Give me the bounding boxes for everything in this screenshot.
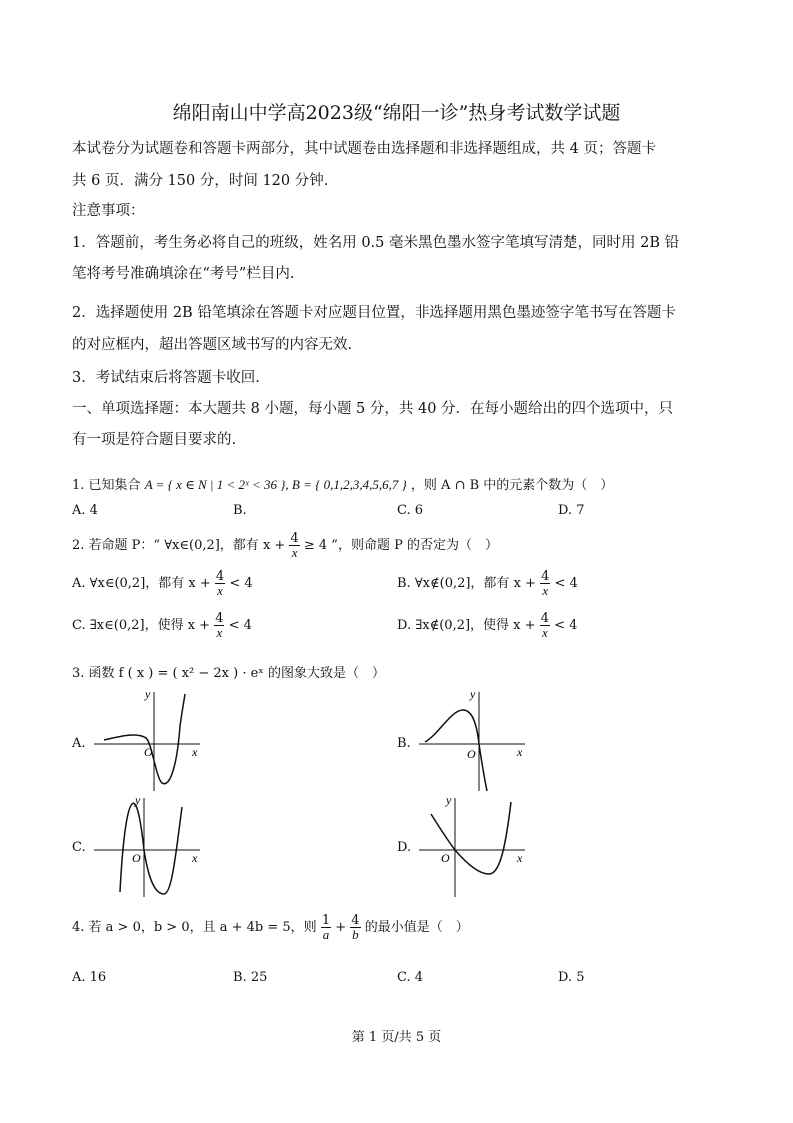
frac-den: x xyxy=(217,583,223,598)
q4-stem-a: 4. 若 a > 0，b > 0，且 a + 4b = 5，则 xyxy=(72,920,317,935)
graph-a xyxy=(92,686,207,796)
q3-label-b: B. xyxy=(397,736,411,751)
notice-item-1-line-2: 笔将考号准确填涂在“考号”栏目内. xyxy=(72,266,295,282)
q2-option-d xyxy=(397,612,577,639)
q2-option-b xyxy=(397,570,578,597)
question-1-stem xyxy=(72,474,613,493)
q3-label-c: C. xyxy=(72,840,86,855)
notice-item-1-line-1: 1．答题前，考生务必将自己的班级，姓名用 0.5 毫米黑色墨水签字笔填写清楚，同时用 2B 铅 xyxy=(72,235,680,251)
origin-label: O xyxy=(132,851,141,865)
q1-option-a: A. 4 xyxy=(72,503,98,518)
question-3-stem: 3. 函数 f ( x ) = ( x² − 2x ) · eˣ 的图象大致是（ ） xyxy=(72,666,385,681)
question-4-stem xyxy=(72,914,469,941)
y-label: y xyxy=(135,793,141,807)
notice-item-2-line-1: 2．选择题使用 2B 铅笔填涂在答题卡对应题目位置，非选择题用黑色墨迹签字笔书写在答题卡 xyxy=(72,305,676,321)
frac-den: x xyxy=(291,545,298,560)
section-heading-line-1: 一、单项选择题：本大题共 8 小题，每小题 5 分，共 40 分．在每小题给出的四个选项中，只 xyxy=(72,401,674,417)
frac-num: 4 xyxy=(351,913,360,928)
q2-option-c xyxy=(72,612,252,639)
intro-line-2: 共 6 页．满分 150 分，时间 120 分钟. xyxy=(72,173,329,189)
graph-b xyxy=(417,686,532,796)
fraction-4-over-x xyxy=(540,612,550,639)
frac-num: 4 xyxy=(215,569,225,584)
q2-lt4: < 4 xyxy=(229,576,253,591)
x-label: x xyxy=(192,851,198,865)
frac-den: x xyxy=(216,625,223,640)
fraction-4-over-x xyxy=(540,570,550,597)
notice-item-2-line-2: 的对应框内，超出答题区域书写的内容无效. xyxy=(72,337,353,353)
curve xyxy=(425,710,487,791)
q2-stem-b: ≥ 4 ”，则命题 P 的否定为（ ） xyxy=(303,538,498,553)
q1-option-b: B. xyxy=(233,503,247,518)
q2-opt-c-text: C. ∃x∈(0,2]，使得 x + xyxy=(72,618,211,633)
q4-option-c: C. 4 xyxy=(397,970,424,985)
q4-option-b: B. 25 xyxy=(233,970,268,985)
frac-den: x xyxy=(541,625,548,640)
fraction-4-over-x xyxy=(214,612,224,639)
frac-num: 4 xyxy=(215,611,224,626)
notice-heading: 注意事项： xyxy=(72,203,145,219)
curve xyxy=(104,694,185,784)
q3-label-a: A. xyxy=(72,736,86,751)
x-label: x xyxy=(517,745,523,759)
x-label: x xyxy=(517,851,523,865)
frac-num: 4 xyxy=(541,569,550,584)
q2-lt4: < 4 xyxy=(228,618,252,633)
q2-lt4: < 4 xyxy=(554,576,578,591)
q1-suffix: ，则 A ∩ B 中的元素个数为（ ） xyxy=(410,478,614,493)
q2-opt-d-text: D. ∃x∉(0,2]，使得 x + xyxy=(397,618,536,633)
page-footer: 第 1 页/共 5 页 xyxy=(351,1030,442,1045)
frac-den: a xyxy=(322,927,330,942)
fraction-4-over-x xyxy=(215,570,225,597)
q2-stem-a: 2. 若命题 P：“ ∀x∈(0,2]，都有 x + xyxy=(72,538,286,553)
q4-stem-b: 的最小值是（ ） xyxy=(364,920,469,935)
y-label: y xyxy=(470,687,476,701)
section-heading-line-2: 有一项是符合题目要求的. xyxy=(72,432,237,448)
fraction-4-over-x xyxy=(289,532,299,559)
graph-c xyxy=(92,792,207,902)
q4-option-a: A. 16 xyxy=(72,970,107,985)
fraction-4-over-b xyxy=(350,914,360,941)
frac-num: 4 xyxy=(540,611,549,626)
page-title: 绵阳南山中学高2023级“绵阳一诊”热身考试数学试题 xyxy=(172,102,621,124)
frac-num: 1 xyxy=(321,913,331,928)
frac-num: 4 xyxy=(290,531,299,546)
notice-item-3: 3．考试结束后将答题卡收回. xyxy=(72,370,260,386)
q4-option-d: D. 5 xyxy=(558,970,585,985)
q2-option-a xyxy=(72,570,253,597)
x-label: x xyxy=(192,745,198,759)
q1-option-d: D. 7 xyxy=(558,503,585,518)
q1-prefix: 1. 已知集合 xyxy=(72,478,141,493)
q1-option-c: C. 6 xyxy=(397,503,424,518)
q3-label-d: D. xyxy=(397,840,412,855)
question-2-stem xyxy=(72,532,498,559)
q2-lt4: < 4 xyxy=(554,618,578,633)
y-label: y xyxy=(145,687,151,701)
graph-d xyxy=(417,792,532,902)
curve xyxy=(120,803,182,894)
q2-opt-b-text: B. ∀x∉(0,2]，都有 x + xyxy=(397,576,536,591)
q1-sets: A = { x ∈ N | 1 < 2ˣ < 36 }, B = { 0,1,2,3,4,5,6,7 } xyxy=(144,477,407,492)
frac-den: x xyxy=(542,583,549,598)
fraction-1-over-a xyxy=(321,914,331,941)
origin-label: O xyxy=(441,851,450,865)
origin-label: O xyxy=(144,745,153,759)
q4-plus: + xyxy=(335,920,347,935)
frac-den: b xyxy=(352,927,359,942)
origin-label: O xyxy=(467,747,476,761)
y-label: y xyxy=(446,793,452,807)
intro-line-1: 本试卷分为试题卷和答题卡两部分，其中试题卷由选择题和非选择题组成，共 4 页；答题卡 xyxy=(72,141,656,157)
q2-opt-a-text: A. ∀x∈(0,2]，都有 x + xyxy=(72,576,211,591)
